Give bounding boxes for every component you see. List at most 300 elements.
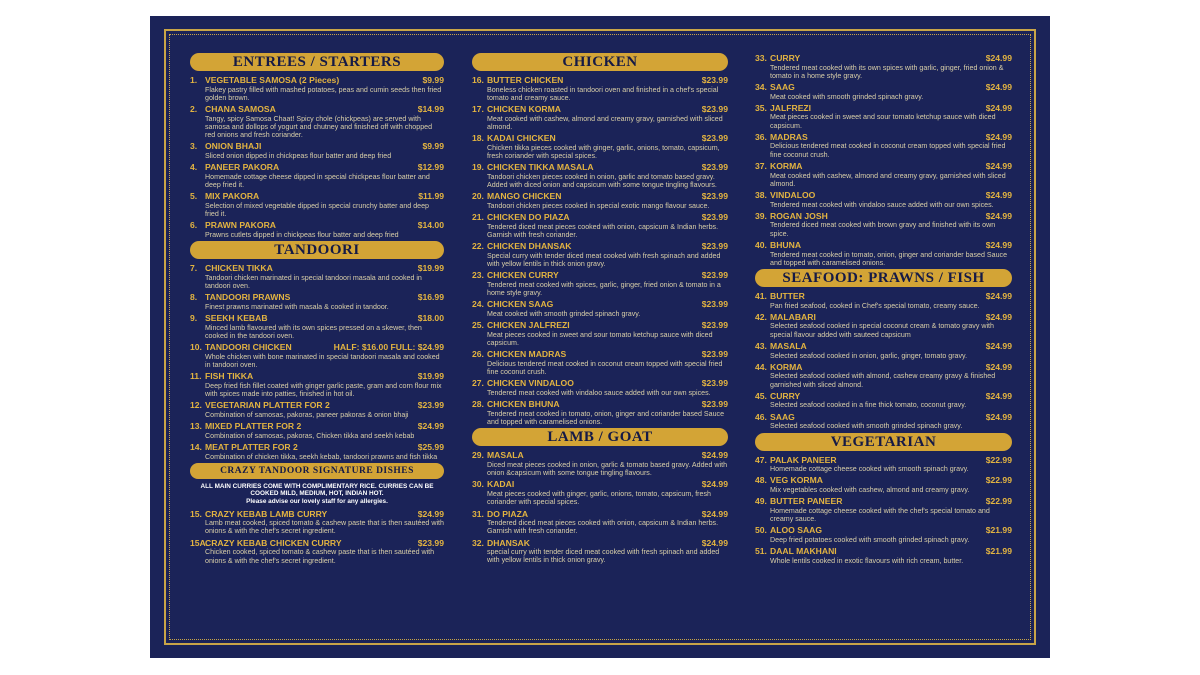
menu-item [755, 240, 1012, 267]
item-description: Meat cooked with smooth grinded spinach gravy. [770, 92, 924, 101]
section-title-banner: VEGETARIAN [755, 433, 1012, 451]
item-price: $24.99 [985, 102, 1012, 113]
menu-section [755, 433, 1012, 565]
item-description: Delicious tendered meat cooked in coconut cream topped with special fried fine coconut crush. [770, 142, 1006, 159]
menu-item [755, 161, 1012, 188]
menu-item-heading [755, 211, 1012, 222]
item-number: 9. [190, 313, 198, 324]
item-description: Selected seafood cooked in a fine thick tomato, coconut gravy. [770, 401, 967, 410]
item-description: Selected seafood cooked with smooth grinded spinach gravy. [770, 422, 963, 431]
menu-item [472, 241, 728, 268]
item-name: CHICKEN JALFREZI [487, 320, 570, 331]
item-description: Tangy, spicy Samosa Chaat! Spicy chole (chickpeas) are served with samosa and dollops of yogurt and chutney and finished off with chopped red onions and fresh coriander. [205, 114, 433, 140]
item-name: VEG KORMA [770, 475, 823, 486]
menu-item-heading [755, 53, 1012, 64]
item-price: $24.99 [985, 161, 1012, 172]
menu-item-heading [755, 391, 1012, 402]
item-price: $25.99 [417, 442, 444, 453]
item-description: Prawns cutlets dipped in chickpeas flour batter and deep fried [205, 230, 399, 239]
menu-item-heading [190, 421, 444, 432]
item-price: $24.99 [985, 390, 1012, 401]
item-description: Delicious tendered meat cooked in coconut cream topped with special fried fine coconut crush. [487, 359, 723, 377]
item-name: CRAZY KEBAB CHICKEN CURRY [205, 537, 342, 548]
item-description: Tendered diced meat cooked with brown gravy and finished with its own spice. [770, 221, 996, 238]
menu-item-heading [755, 82, 1012, 93]
item-name: SAAG [770, 411, 795, 422]
item-description: Homemade cottage cheese cooked with smooth spinach gravy. [770, 465, 969, 474]
menu-item [190, 75, 444, 102]
item-number: 26. [472, 349, 484, 360]
item-description: Boneless chicken roasted in tandoori oven and finished in a chef's special tomato and creamy sauce. [487, 85, 719, 102]
menu-item-heading [190, 292, 444, 303]
item-name: KADAI [487, 479, 515, 490]
menu-item [472, 509, 728, 536]
menu-item [472, 320, 728, 347]
item-name: TANDOORI CHICKEN [205, 342, 292, 353]
item-name: TANDOORI PRAWNS [205, 292, 291, 303]
menu-item-heading [190, 442, 444, 453]
item-number: 51. [755, 546, 767, 557]
item-price: $23.99 [701, 133, 728, 144]
item-name: ALOO SAAG [770, 525, 823, 536]
item-name: BHUNA [770, 240, 802, 251]
menu-item-heading [472, 133, 728, 144]
item-number: 21. [472, 212, 484, 223]
item-name: CHICKEN SAAG [487, 299, 554, 310]
item-price: $21.99 [985, 525, 1012, 536]
section-title-banner: LAMB / GOAT [472, 428, 728, 446]
section-title-banner: CRAZY TANDOOR SIGNATURE DISHES [190, 463, 444, 479]
menu-column-left [190, 53, 444, 567]
item-number: 29. [472, 450, 484, 461]
item-price: $23.99 [417, 400, 444, 411]
item-name: CHICKEN BHUNA [487, 399, 560, 410]
item-price: $19.99 [417, 371, 444, 382]
item-price: $18.00 [417, 313, 444, 324]
item-price: $19.99 [417, 263, 444, 274]
item-description: Special curry with tender diced meat cooked with fresh spinach and added with yellow lentils in thick onion gravy. [487, 251, 721, 269]
note-line: ALL MAIN CURRIES COME WITH COMPLIMENTARY RICE. CURRIES CAN BE COOKED MILD, MEDIUM, HOT, INDIAN HOT. [200, 482, 434, 498]
item-price: $24.99 [985, 131, 1012, 142]
item-name: PALAK PANEER [770, 454, 837, 465]
item-price: $23.99 [701, 104, 728, 115]
menu-section [190, 241, 444, 461]
item-number: 15A. [190, 537, 209, 548]
item-name: CHICKEN CURRY [487, 270, 559, 281]
item-description: Deep fried fish fillet coated with ginger garlic paste, gram and corn flour mix with spices made into patties, finished in hot oil. [205, 381, 442, 399]
item-name: DAAL MAKHANI [770, 546, 837, 557]
item-price: $24.99 [985, 291, 1012, 302]
menu-item-heading [190, 104, 444, 115]
item-price: $14.99 [417, 104, 444, 115]
item-number: 35. [755, 102, 767, 113]
item-price: HALF: $16.00 FULL: $24.99 [333, 342, 444, 353]
menu-item [472, 212, 728, 239]
menu-item-heading [755, 412, 1012, 423]
item-name: MADRAS [770, 131, 808, 142]
item-description: Tandoori chicken marinated in special tandoori masala and cooked in tandoori oven. [205, 273, 422, 291]
item-price: $24.99 [701, 508, 728, 519]
item-number: 49. [755, 496, 767, 507]
item-description: Selection of mixed vegetable dipped in special crunchy batter and deep fried it. [205, 201, 429, 219]
menu-item-heading [190, 342, 444, 353]
item-name: CHICKEN MADRAS [487, 349, 567, 360]
item-description: Minced lamb flavoured with its own spices pressed on a skewer, then cooked in the tandoori oven. [205, 323, 422, 340]
item-name: CHICKEN KORMA [487, 104, 561, 115]
menu-item-heading [755, 161, 1012, 172]
item-name: MASALA [487, 450, 524, 461]
item-number: 14. [190, 442, 202, 453]
item-number: 39. [755, 210, 767, 221]
item-number: 34. [755, 82, 767, 93]
menu-item-heading [190, 191, 444, 202]
item-description: Tendered diced meat pieces cooked with onion, capsicum & Indian herbs. Garnish with fresh coriander. [487, 222, 719, 239]
item-description: Combination of chicken tikka, seekh kebab, tandoori prawns and fish tikka [205, 452, 438, 461]
menu-item [755, 103, 1012, 130]
item-description: Meat cooked with smooth grinded spinach gravy. [487, 309, 641, 318]
menu-item-heading [190, 509, 444, 520]
item-number: 1. [190, 75, 198, 85]
menu-item-heading [472, 191, 728, 202]
menu-item [755, 132, 1012, 159]
item-description: Tendered meat cooked with vindaloo sauce added with our own spices. [770, 200, 994, 209]
menu-item [755, 211, 1012, 238]
item-number: 24. [472, 299, 484, 310]
item-price: $23.99 [701, 299, 728, 310]
item-price: $24.99 [701, 450, 728, 461]
item-number: 40. [755, 240, 767, 251]
item-number: 48. [755, 475, 767, 486]
item-number: 38. [755, 190, 767, 201]
menu-item [472, 299, 728, 318]
section-title-banner: TANDOORI [190, 241, 444, 259]
item-name: BUTTER [770, 291, 805, 302]
menu-item-heading [755, 291, 1012, 302]
item-number: 45. [755, 390, 767, 401]
menu-item-heading [472, 399, 728, 410]
item-name: VEGETABLE SAMOSA (2 Pieces) [205, 75, 340, 85]
menu-item [190, 442, 444, 461]
menu-item [755, 362, 1012, 389]
item-number: 23. [472, 270, 484, 281]
menu-item [755, 53, 1012, 80]
item-number: 4. [190, 162, 198, 173]
menu-item [190, 313, 444, 340]
item-price: $22.99 [985, 475, 1012, 486]
item-price: $11.99 [418, 191, 444, 202]
menu-item-heading [190, 313, 444, 324]
item-name: VEGETARIAN PLATTER FOR 2 [205, 400, 330, 411]
item-description: Selected seafood cooked in onion, garlic, ginger, tomato gravy. [770, 351, 968, 360]
menu-item [190, 292, 444, 311]
item-name: JALFREZI [770, 102, 812, 113]
menu-item-heading [755, 240, 1012, 251]
item-number: 5. [190, 191, 198, 202]
item-price: $24.99 [985, 210, 1012, 221]
item-price: $23.99 [701, 75, 728, 85]
item-number: 13. [190, 421, 202, 432]
item-name: CHICKEN DHANSAK [487, 241, 572, 252]
menu-item-heading [472, 270, 728, 281]
item-description: Tandoori chicken pieces cooked in special exotic mango flavour sauce. [487, 201, 710, 210]
item-price: $23.99 [701, 241, 728, 252]
item-number: 47. [755, 454, 767, 465]
menu-item [190, 220, 444, 239]
item-name: CHICKEN TIKKA MASALA [487, 162, 594, 173]
item-name: VINDALOO [770, 190, 816, 201]
item-price: $23.99 [701, 349, 728, 360]
item-number: 41. [755, 291, 767, 302]
menu-item [755, 496, 1012, 523]
item-number: 22. [472, 241, 484, 252]
menu-item [190, 371, 444, 398]
menu-item-heading [472, 75, 728, 86]
item-price: $24.99 [701, 537, 728, 548]
item-number: 6. [190, 220, 198, 231]
item-description: Whole chicken with bone marinated in special tandoori masala and cooked in tandoori oven. [205, 352, 440, 370]
menu-item-heading [755, 132, 1012, 143]
menu-item-heading [755, 546, 1012, 557]
item-price: $22.99 [985, 454, 1012, 465]
item-number: 46. [755, 411, 767, 422]
item-description: Tendered meat cooked with spices, garlic, ginger, fried onion & tomato in a home style gravy. [487, 280, 721, 298]
menu-item [755, 546, 1012, 565]
item-name: ROGAN JOSH [770, 210, 828, 221]
item-name: MIX PAKORA [205, 191, 260, 202]
menu-item [190, 421, 444, 440]
item-name: CURRY [770, 53, 801, 63]
item-name: KORMA [770, 361, 803, 372]
menu-section [755, 53, 1012, 267]
item-number: 10. [190, 342, 202, 353]
menu-item [755, 455, 1012, 474]
item-number: 8. [190, 292, 198, 303]
menu-section [755, 269, 1012, 430]
item-number: 30. [472, 479, 484, 490]
item-price: $23.99 [701, 212, 728, 223]
item-name: KADAI CHICKEN [487, 133, 556, 144]
item-name: CHICKEN VINDALOO [487, 378, 574, 389]
item-description: Whole lentils cooked in exotic flavours with rich cream, butter. [770, 556, 964, 565]
menu-item-heading [755, 496, 1012, 507]
item-name: CHICKEN TIKKA [205, 263, 273, 274]
menu-item [755, 391, 1012, 410]
menu-item-heading [472, 509, 728, 520]
item-price: $24.99 [417, 508, 444, 519]
menu-item [190, 104, 444, 139]
item-name: MEAT PLATTER FOR 2 [205, 442, 298, 453]
item-price: $23.99 [701, 270, 728, 281]
item-number: 15. [190, 508, 202, 519]
menu-item [190, 191, 444, 218]
note-line: Please advise our lovely staff for any allergies. [246, 498, 388, 506]
item-name: BUTTER CHICKEN [487, 75, 564, 85]
menu-item [472, 104, 728, 131]
menu-item-heading [755, 525, 1012, 536]
menu-item-heading [472, 320, 728, 331]
item-price: $24.99 [985, 82, 1012, 93]
menu-item [472, 378, 728, 397]
item-description: Meat cooked with cashew, almond and creamy gravy, garnished with sliced almond. [770, 171, 1006, 188]
menu-item-heading [472, 299, 728, 310]
menu-item [472, 399, 728, 426]
item-description: Pan fried seafood, cooked in Chef's special tomato, creamy sauce. [770, 301, 980, 310]
section-title-banner: ENTREES / STARTERS [190, 53, 444, 71]
menu-section [190, 53, 444, 239]
menu-item-heading [472, 450, 728, 461]
item-name: MASALA [770, 341, 807, 352]
menu-item [755, 291, 1012, 310]
item-name: MIXED PLATTER FOR 2 [205, 421, 302, 432]
item-price: $23.99 [417, 537, 444, 548]
item-number: 33. [755, 53, 767, 63]
menu-item [755, 190, 1012, 209]
item-name: CHANA SAMOSA [205, 104, 276, 115]
item-name: PRAWN PAKORA [205, 220, 276, 231]
item-description: Flakey pastry filled with mashed potatoes, peas and cumin seeds then fried golden brown. [205, 85, 442, 102]
item-description: Homemade cottage cheese dipped in special chickpeas flour batter and deep fried it. [205, 172, 430, 190]
menu-item-heading [472, 212, 728, 223]
menu-item [472, 75, 728, 102]
menu-item [190, 538, 444, 565]
item-description: Mix vegetables cooked with cashew, almond and creamy gravy. [770, 485, 970, 494]
item-name: BUTTER PANEER [770, 496, 843, 507]
item-price: $24.99 [985, 361, 1012, 372]
item-price: $24.99 [985, 53, 1012, 63]
item-description: Combination of samosas, pakoras, paneer pakoras & onion bhaji [205, 410, 409, 419]
item-number: 3. [190, 141, 198, 152]
menu-item-heading [472, 241, 728, 252]
menu-item-heading [472, 479, 728, 490]
item-description: Diced meat pieces cooked in onion, garlic & tomato based gravy. Added with onion &capsicum with some tongue tingling flavours. [487, 460, 728, 478]
menu-section [472, 428, 728, 564]
menu-item [190, 509, 444, 536]
menu-item [472, 270, 728, 297]
item-price: $9.99 [422, 141, 444, 152]
item-number: 16. [472, 75, 484, 85]
item-number: 37. [755, 161, 767, 172]
menu-item [190, 263, 444, 290]
menu-item [472, 133, 728, 160]
item-price: $24.99 [985, 190, 1012, 201]
item-price: $23.99 [701, 191, 728, 202]
item-description: Deep fried potatoes cooked with smooth grinded spinach gravy. [770, 535, 970, 544]
section-note [190, 483, 444, 506]
menu-item-heading [190, 141, 444, 152]
item-description: Tendered meat cooked with its own spices with garlic, ginger, fried onion & tomato in a home style gravy. [770, 63, 1004, 80]
menu-item [190, 141, 444, 160]
section-title-banner: CHICKEN [472, 53, 728, 71]
item-name: DO PIAZA [487, 508, 529, 519]
menu-item [755, 412, 1012, 431]
menu-item [755, 312, 1012, 339]
item-name: PANEER PAKORA [205, 162, 280, 173]
item-name: DHANSAK [487, 537, 530, 548]
item-name: ONION BHAJI [205, 141, 262, 152]
item-description: Combination of samosas, pakoras, Chicken tikka and seekh kebab [205, 431, 415, 440]
menu-item-heading [472, 538, 728, 549]
item-description: Tendered meat cooked in tomato, onion, ginger and coriander based Sauce and topped with caramelised onions. [487, 409, 725, 427]
menu-item [472, 538, 728, 565]
menu-item-heading [755, 312, 1012, 323]
item-description: Selected seafood cooked in special coconut cream & tomato gravy with special flavour added with sauteed capsicum [770, 322, 994, 339]
item-price: $12.99 [417, 162, 444, 173]
menu-item-heading [755, 103, 1012, 114]
item-name: MANGO CHICKEN [487, 191, 562, 202]
menu-item [755, 475, 1012, 494]
item-description: Chicken tikka pieces cooked with ginger, garlic, onions, tomato, capsicum, fresh coriander with special spices. [487, 143, 720, 160]
menu-item-heading [472, 162, 728, 173]
item-price: $24.99 [985, 411, 1012, 422]
menu-item-heading [190, 400, 444, 411]
menu-item [755, 525, 1012, 544]
item-number: 7. [190, 263, 198, 274]
item-description: Meat pieces cooked with ginger, garlic, onions, tomato, capsicum, fresh coriander with special spices. [487, 489, 711, 507]
menu-item [472, 479, 728, 506]
item-number: 18. [472, 133, 484, 144]
item-price: $21.99 [985, 546, 1012, 557]
menu-item-heading [755, 190, 1012, 201]
item-price: $24.99 [417, 421, 444, 432]
item-price: $23.99 [701, 378, 728, 389]
item-description: Tendered meat cooked with vindaloo sauce added with our own spices. [487, 388, 711, 397]
menu-item-heading [472, 104, 728, 115]
item-price: $14.00 [417, 220, 444, 231]
item-price: $24.99 [985, 341, 1012, 352]
item-price: $16.99 [417, 292, 444, 303]
item-description: Tendered diced meat pieces cooked with onion, capsicum & Indian herbs. Garnish with fresh coriander. [487, 519, 719, 536]
menu-section [190, 463, 444, 565]
item-description: Sliced onion dipped in chickpeas flour batter and deep fried [205, 151, 392, 160]
item-number: 27. [472, 378, 484, 389]
item-price: $24.99 [985, 311, 1012, 322]
menu-item-heading [755, 475, 1012, 486]
menu-item [472, 191, 728, 210]
item-description: Meat pieces cooked in sweet and sour tomato ketchup sauce with diced capsicum. [770, 113, 996, 130]
menu-item-heading [190, 371, 444, 382]
menu-item-heading [190, 538, 444, 549]
item-number: 19. [472, 162, 484, 173]
item-number: 42. [755, 311, 767, 322]
item-number: 31. [472, 508, 484, 519]
menu-item [472, 349, 728, 376]
item-price: $23.99 [701, 320, 728, 331]
item-description: special curry with tender diced meat cooked with fresh spinach and added with yellow lentils in thick onion gravy. [487, 548, 720, 565]
menu-item-heading [190, 75, 444, 86]
item-description: Lamb meat cooked, spiced tomato & cashew paste that is then sautéed with onions & with the chef's secret ingredient. [205, 519, 444, 536]
menu-item [472, 162, 728, 189]
menu-item [190, 400, 444, 419]
item-name: CURRY [770, 390, 801, 401]
item-number: 25. [472, 320, 484, 331]
menu-section [472, 53, 728, 426]
item-number: 32. [472, 537, 484, 548]
item-price: $23.99 [701, 162, 728, 173]
item-name: MALABARI [770, 311, 816, 322]
section-title-banner: SEAFOOD: PRAWNS / FISH [755, 269, 1012, 287]
menu-item [755, 341, 1012, 360]
item-name: FISH TIKKA [205, 371, 254, 382]
item-number: 17. [472, 104, 484, 115]
menu-item-heading [755, 341, 1012, 352]
item-number: 28. [472, 399, 484, 410]
menu-item [190, 162, 444, 189]
menu-item [755, 82, 1012, 101]
menu-item-heading [190, 162, 444, 173]
item-name: SEEKH KEBAB [205, 313, 268, 324]
item-description: Tandoori chicken pieces cooked in onion, garlic and tomato based gravy. Added with diced onion and capsicum with some tongue tingling flavours. [487, 172, 717, 190]
item-description: Chicken cooked, spiced tomato & cashew paste that is then sautéed with onions & with the chef's secret ingredient. [205, 548, 435, 565]
